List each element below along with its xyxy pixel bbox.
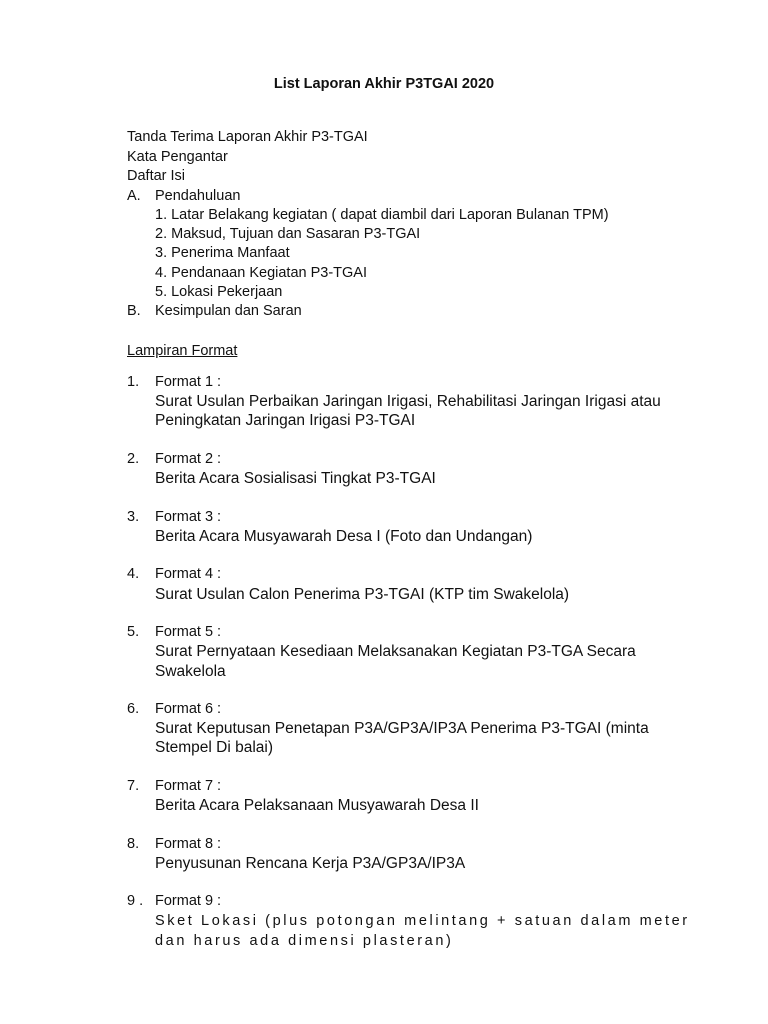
format-number: 3.	[127, 509, 140, 525]
format-description: Swakelola	[155, 663, 226, 680]
format-number: 8.	[127, 836, 140, 852]
format-label: Format 1 :	[155, 374, 222, 390]
format-number: 5.	[127, 624, 140, 640]
format-description: dan harus ada dimensi plasteran)	[155, 933, 454, 949]
section-b-label: Kesimpulan dan Saran	[155, 303, 302, 319]
format-description: Berita Acara Musyawarah Desa I (Foto dan Undangan)	[155, 528, 533, 545]
format-description: Surat Usulan Perbaikan Jaringan Irigasi, Rehabilitasi Jaringan Irigasi atau	[155, 393, 661, 410]
format-label: Format 5 :	[155, 624, 222, 640]
format-description: Stempel Di balai)	[155, 739, 274, 756]
format-label: Format 7 :	[155, 778, 222, 794]
format-number: 7.	[127, 778, 140, 794]
section-a-item: 4. Pendanaan Kegiatan P3-TGAI	[155, 265, 368, 281]
format-description: Penyusunan Rencana Kerja P3A/GP3A/IP3A	[155, 855, 466, 872]
format-description: Surat Keputusan Penetapan P3A/GP3A/IP3A Penerima P3-TGAI (minta	[155, 720, 649, 737]
format-label: Format 4 :	[155, 566, 222, 582]
format-label: Format 8 :	[155, 836, 222, 852]
format-description: Sket Lokasi (plus potongan melintang + satuan dalam meter	[155, 913, 690, 929]
format-number: 6.	[127, 701, 140, 717]
section-b-marker: B.	[127, 303, 141, 319]
format-number: 9 .	[127, 893, 144, 909]
format-label: Format 2 :	[155, 451, 222, 467]
section-a-label: Pendahuluan	[155, 188, 241, 204]
document-title: List Laporan Akhir P3TGAI 2020	[273, 76, 495, 92]
format-label: Format 3 :	[155, 509, 222, 525]
front-matter-item: Tanda Terima Laporan Akhir P3-TGAI	[127, 129, 368, 145]
format-number: 2.	[127, 451, 140, 467]
section-a-item: 5. Lokasi Pekerjaan	[155, 284, 283, 300]
format-description: Surat Pernyataan Kesediaan Melaksanakan Kegiatan P3-TGA Secara	[155, 643, 636, 660]
format-description: Berita Acara Pelaksanaan Musyawarah Desa II	[155, 797, 479, 814]
section-a-item: 1. Latar Belakang kegiatan ( dapat diambil dari Laporan Bulanan TPM)	[155, 207, 609, 223]
lampiran-heading: Lampiran Format	[127, 343, 238, 359]
format-number: 1.	[127, 374, 140, 390]
front-matter-item: Kata Pengantar	[127, 149, 228, 165]
section-a-item: 2. Maksud, Tujuan dan Sasaran P3-TGAI	[155, 226, 421, 242]
section-a-item: 3. Penerima Manfaat	[155, 245, 290, 261]
format-description: Peningkatan Jaringan Irigasi P3-TGAI	[155, 412, 416, 429]
front-matter-item: Daftar Isi	[127, 168, 186, 184]
section-a-marker: A.	[127, 188, 141, 204]
format-label: Format 6 :	[155, 701, 222, 717]
format-description: Berita Acara Sosialisasi Tingkat P3-TGAI	[155, 470, 436, 487]
format-label: Format 9 :	[155, 893, 222, 909]
format-description: Surat Usulan Calon Penerima P3-TGAI (KTP tim Swakelola)	[155, 586, 570, 603]
format-number: 4.	[127, 566, 140, 582]
